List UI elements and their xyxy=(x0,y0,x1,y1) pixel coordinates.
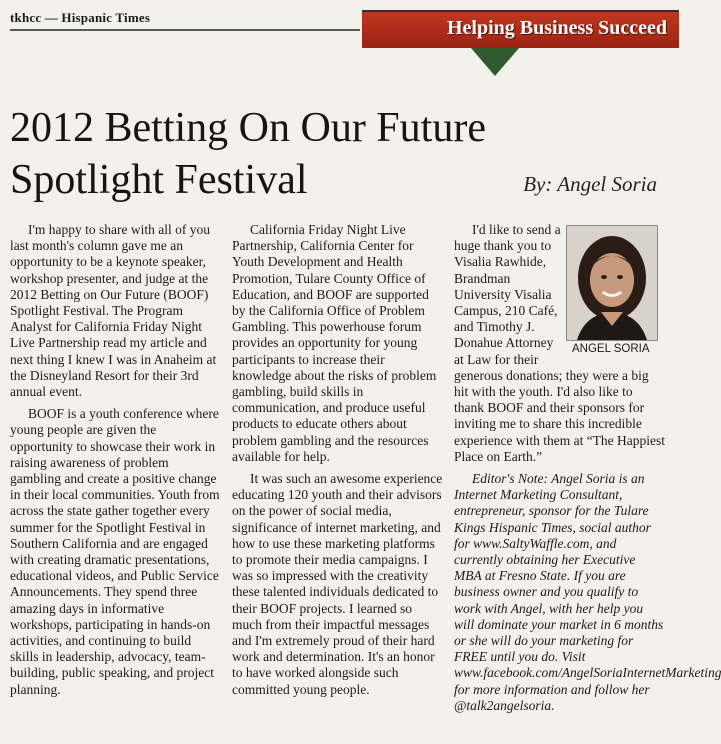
section-label: tkhcc — Hispanic Times xyxy=(10,10,151,25)
title-line-2: Spotlight Festival xyxy=(10,157,308,203)
paragraph: BOOF is a youth conference where young people are given the opportunity to showcase their work in raising awareness of problem gambling and create a positive change in their local communities. Youth from across the state gather together every summer for the Spotlight Festival in Southern California and are engaged with creating dramatic presentations, educational videos, and Public Service Announcements. They spend three amazing days in informative workshops, participating in hands-on activities, and continuing to build skills in leadership, advocacy, team-building, public speaking, and project planning. xyxy=(10,406,220,697)
author-photo xyxy=(566,225,658,341)
article-title xyxy=(10,102,486,206)
paragraph-top xyxy=(454,222,566,368)
section-banner xyxy=(362,10,679,48)
header-rule xyxy=(10,29,360,31)
paragraph: It was such an awesome experience educating 120 youth and their advisors on the power of social media, significance of internet marketing, and how to use these marketing platforms to promote their media campaigns. I was so impressed with the creativity these talented individuals dedicated to their BOOF projects. I learned so much from their impactful messages and I'm extremely proud of their hard work and determination. It's an honor to have worked alongside such committed young people. xyxy=(232,471,443,697)
paragraph: I'm happy to share with all of you last month's column gave me an opportunity to be a keynote speaker, workshop presenter, and judge at the 2012 Betting on Our Future (BOOF) Spotlight Festival. The Program Analyst for California Friday Night Live Partnership read my article and next thing I knew I was in Anaheim at the Disneyland Resort for their 3rd annual event. xyxy=(10,222,217,400)
title-line-1: 2012 Betting On Our Future xyxy=(10,105,486,151)
paragraph: I'd like to send a huge thank you to Visalia Rawhide, Brandman University Visalia Campus, 210 Café, and Timothy J. Donahue Attorney at Law for their xyxy=(454,222,561,367)
author-portrait-image xyxy=(567,226,657,340)
article-column-1 xyxy=(10,222,222,704)
article-column-2 xyxy=(232,222,444,704)
paragraph-continued: generous donations; they were a big hit with the youth. I'd also like to thank BOOF and their sponsors for inviting me to share this incredible experience with them at “The Happiest Place on Earth.” xyxy=(454,367,666,464)
editor-note: Editor's Note: Angel Soria is an Internet Marketing Consultant, entrepreneur, sponsor for the Tulare Kings Hispanic Times, social author for www.SaltyWaffle.com, and currently obtaining her Executive MBA at Fresno State. If you are business owner and you qualify to work with Angel, with her help you will dominate your market in 6 months or she will do your marketing for FREE until you do. Visit www.facebook.com/AngelSoriaInternetMarketing for more information and follow her @talk2angelsoria. xyxy=(454,471,721,713)
byline: By: Angel Soria xyxy=(523,172,657,196)
photo-caption: ANGEL SORIA xyxy=(572,343,650,355)
banner-triangle-decoration xyxy=(471,48,519,76)
banner-text: Helping Business Succeed xyxy=(446,17,667,39)
paragraph: California Friday Night Live Partnership, California Center for Youth Development and Health Promotion, Tulare County Office of Education, and BOOF are supported by the California Office of Problem Gambling. This powerhouse forum provides an opportunity for young participants to increase their knowledge about the risks of problem gambling, build skills in communication, and produce useful products to educate others about problem gambling and the resources available for help. xyxy=(232,222,437,464)
